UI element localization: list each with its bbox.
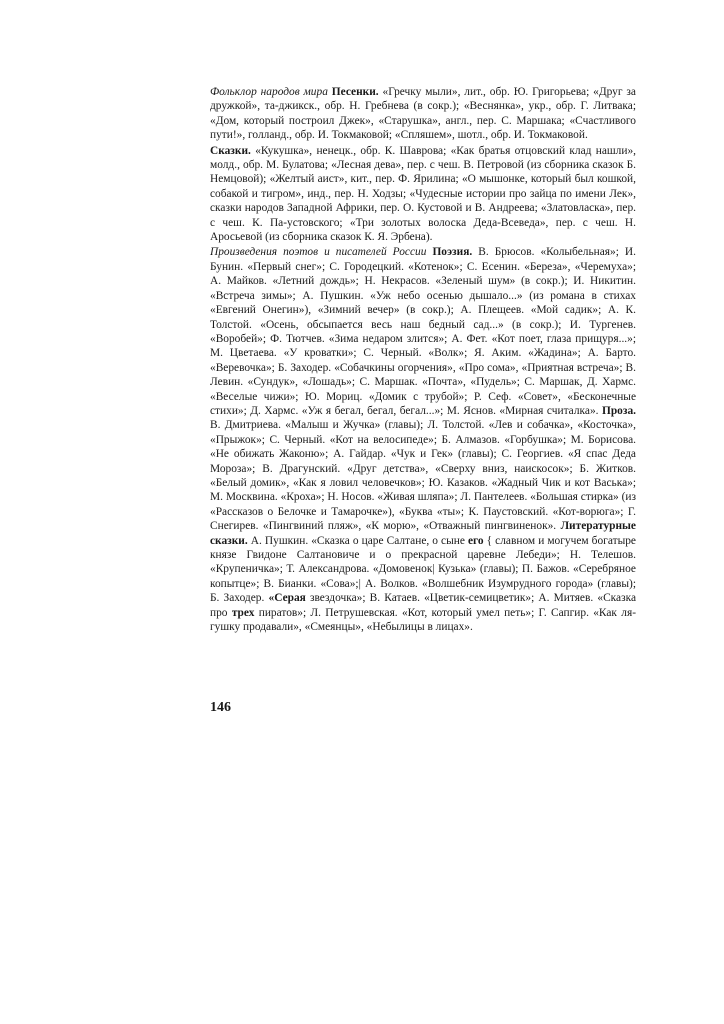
page-number: 146 [210,700,231,715]
paragraph-text: В. Дмитриева. «Малыш и Жучка» (главы); Л. Толстой. «Лев и собачка», «Косточка», «Прыжок»; С. Черный. «Кот на велосипеде»; Б. Алмазов. «Горбушка»; М. Борисова. «Не обижать Жаконю»; А. Гайдар. «Чук и Гек» (главы); С. Георгиев. «Я спас Деда Мороза»; В. Драгунский. «Друг детства», «Сверху вниз, наискосок»; Б. Житков. «Белый домик», «Как я ловил человечков»; Ю. Казаков. «Жадный Чик и кот Васька»; М. Москвина. «Кроха»; Н. Носов. «Живая шляпа»; Л. Пантелеев. «Большая стирка» (из «Рассказов о Белочке и Тамарочке»), «Буква «ты»; К. Паустовский. «Кот-ворюга»; Г. Снегирев. «Пингвиний пляж», «К морю», «Отважный пингвиненок». [210,419,636,533]
paragraph-text: «Кукушка», ненецк., обр. К. Шаврова; «Как братья отцовский клад нашли», молд., обр. М. Булатова; «Лесная дева», пер. с чеш. В. Петровой (из сборника сказок Б. Немцовой); «Желтый аист», кит., пер. Ф. Ярилина; «О мышонке, который был кошкой, собакой и тигром», инд., пер. Н. Ходзы; «Чудесные истории про зайца по имени Лек», сказки народов Западной Африки, пер. О. Кустовой и В. Андреева; «Златовласка», пер. с чеш. К. Па-устовского; «Три золотых волоска Деда-Всеведа», пер. с чеш. Н. Аросьевой (из сборника сказок К. Я. Эрбена). [210,144,636,244]
subsection-heading: Литературные сказки. [210,520,636,547]
document-text-block [210,85,636,634]
paragraph-text: В. Брюсов. «Колыбельная»; И. Бунин. «Первый снег»; С. Городецкий. «Котенок»; С. Есенин. «Береза», «Черемуха»; А. Майков. «Летний дождь»; Н. Некрасов. «Зеленый шум» (в сокр.); И. Никитин. «Встреча зимы»; А. Пушкин. «Уж небо осенью дышало...» (из романа в стихах «Евгений Онегин»), «Зимний вечер» (в сокр.); А. Плещеев. «Мой садик»; А. К. Толстой. «Осень, обсыпается весь наш бедный сад...» (в сокр.); И. Тургенев. «Воробей»; Ф. Тютчев. «Зима недаром злится»; А. Фет. «Кот поет, глаза прищуря...»; М. Цветаева. «У кроватки»; С. Черный. «Волк»; Я. Аким. «Жадина»; А. Барто. «Веревочка»; Б. Заходер. «Собачкины огорчения», «Про сома», «Приятная встреча»; В. Левин. «Сундук», «Лошадь»; С. Маршак. «Почта», «Пудель»; С. Маршак, Д. Хармс. «Веселые чижи»; Ю. Мориц. «Домик с трубой»; Р. Сеф. «Совет», «Бесконечные стихи»; Д. Хармс. «Уж я бегал, бегал, бегал...»; М. Яснов. «Мирная считалка». [210,246,636,417]
paragraph-russian-authors [210,245,636,634]
section-heading: Фольклор народов мира [210,86,328,98]
subsection-heading: Проза. [601,404,636,417]
paragraph-folklore-songs [210,85,636,143]
paragraph-text: пиратов»; Л. Петрушевская. «Кот, который умел петь»; Г. Сапгир. «Как ля-гушку продавали», «Смеянцы», «Небылицы в лицах». [210,606,636,634]
paragraph-text: А. Пушкин. «Сказка о царе Салтане, о сыне [250,534,465,547]
paragraph-text: звездочка»; В. Катаев. «Цветик-семицветик»; А. Митяев. «Сказка про [210,592,636,619]
subsection-heading: Поэзия. [432,246,473,259]
bold-word: трех [231,606,255,619]
subsection-heading: Сказки. [210,144,251,157]
paragraph-folklore-tales [210,144,636,245]
paragraph-text: { славном и могучем богатыре князе Гвидоне Салтановиче и о прекрасной царевне Лебеди»; Н. Телешов. «Крупеничка»; Т. Александрова. «Домовенок| Кузька» (главы); П. Бажов. «Серебряное копытце»; В. Бианки. «Сова»;| А. Волков. «Волшебник Изумрудного города» (главы); Б. Заходер. [210,534,636,605]
section-heading: Произведения поэтов и писателей России [210,246,427,259]
subsection-heading: Песенки. [331,86,379,98]
paragraph-text: «Гречку мыли», лит., обр. Ю. Григорьева; «Друг за дружкой», та-джикск., обр. Н. Гребнева (в сокр.); «Веснянка», укр., обр. Г. Литвака; «Дом, который построил Джек», «Старушка», англ., пер. С. Маршака; «Счастливого пути!», голланд., обр. И. Токмаковой; «Спляшем», шотл., обр. И. Токмаковой. [210,86,636,142]
bold-word: его [467,534,484,547]
bold-word: «Серая [268,592,306,605]
